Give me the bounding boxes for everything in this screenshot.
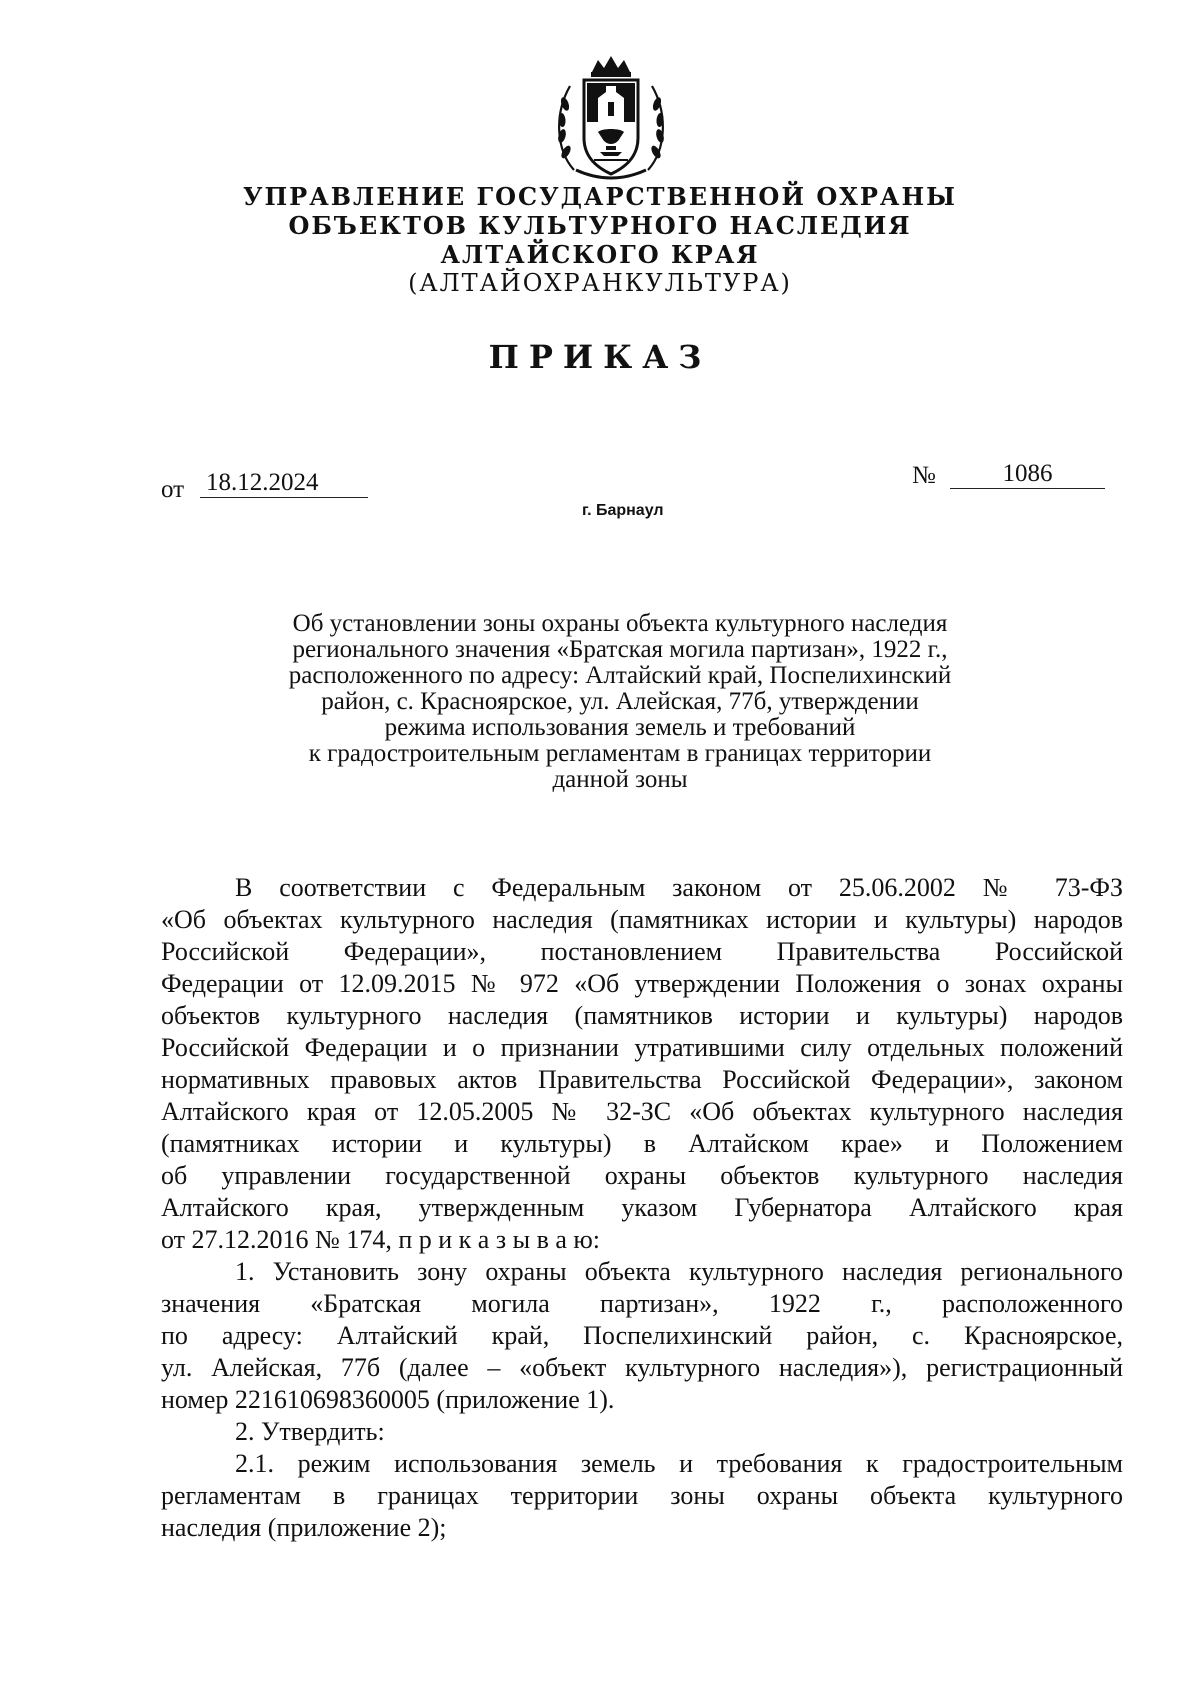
header-line-1: УПРАВЛЕНИЕ ГОСУДАРСТВЕННОЙ ОХРАНЫ: [243, 182, 957, 211]
body-line: Алтайского края от 12.05.2005 № 32-ЗС «Об объектах культурного наследия: [161, 1097, 1123, 1126]
body-line: регламентам в границах территории зоны охраны объекта культурного: [161, 1481, 1123, 1510]
body-line: нормативных правовых актов Правительства Российской Федерации», законом: [161, 1065, 1123, 1094]
subject-line: режима использования земель и требований: [384, 714, 856, 741]
order-date: 18.12.2024: [200, 469, 368, 498]
subject-line: данной зоны: [552, 766, 688, 793]
body-line: 2. Утвердить:: [235, 1417, 385, 1446]
body-line: Российской Федерации и о признании утратившими силу отдельных положений: [161, 1033, 1123, 1062]
body-line: по адресу: Алтайский край, Поспелихинский район, с. Красноярское,: [161, 1321, 1123, 1350]
number-label: №: [912, 462, 936, 489]
body-line: (памятниках истории и культуры) в Алтайском крае» и Положением: [161, 1129, 1123, 1158]
date-label: от: [161, 476, 185, 503]
body-line: «Об объектах культурного наследия (памятниках истории и культуры) народов: [161, 905, 1123, 934]
body-line: номер 221610698360005 (приложение 1).: [161, 1385, 615, 1414]
body-line: объектов культурного наследия (памятников истории и культуры) народов: [161, 1001, 1123, 1030]
coat-of-arms-emblem: [554, 52, 668, 186]
body-line: В соответствии с Федеральным законом от 25.06.2002 № 73-ФЗ: [235, 873, 1123, 902]
order-number: 1086: [950, 460, 1105, 489]
body-line: от 27.12.2016 № 174, п р и к а з ы в а ю:: [161, 1225, 601, 1254]
order-body: [161, 872, 1123, 1544]
city-name: г. Барнаул: [582, 502, 664, 519]
subject-line: расположенного по адресу: Алтайский край, Поспелихинский: [288, 662, 952, 689]
body-line: ул. Алейская, 77б (далее – «объект культурного наследия»), регистрационный: [161, 1353, 1123, 1382]
header-abbreviation: (АЛТАЙОХРАНКУЛЬТУРА): [408, 269, 792, 297]
body-line: наследия (приложение 2);: [161, 1513, 447, 1542]
subject-line: район, с. Красноярское, ул. Алейская, 77б, утверждении: [321, 688, 919, 715]
order-subject: [240, 611, 1000, 793]
body-line: 2.1. режим использования земель и требования к градостроительным: [235, 1449, 1123, 1478]
organization-header: [200, 182, 1000, 298]
body-line: Федерации от 12.09.2015 № 972 «Об утверждении Положения о зонах охраны: [161, 969, 1123, 998]
header-line-2: ОБЪЕКТОВ КУЛЬТУРНОГО НАСЛЕДИЯ: [288, 211, 912, 240]
header-line-3: АЛТАЙСКОГО КРАЯ: [440, 240, 760, 269]
body-line: значения «Братская могила партизан», 1922 г., расположенного: [161, 1289, 1123, 1318]
body-line: Российской Федерации», постановлением Правительства Российской: [161, 937, 1123, 966]
body-line: Алтайского края, утвержденным указом Губернатора Алтайского края: [161, 1193, 1123, 1222]
body-line: об управлении государственной охраны объектов культурного наследия: [161, 1161, 1123, 1190]
subject-line: регионального значения «Братская могила партизан», 1922 г.,: [292, 636, 948, 663]
body-line: 1. Установить зону охраны объекта культурного наследия регионального: [235, 1257, 1123, 1286]
subject-line: к градостроительным регламентам в границах территории: [308, 740, 932, 767]
subject-line: Об установлении зоны охраны объекта культурного наследия: [292, 610, 948, 637]
document-type-title: ПРИКАЗ: [488, 338, 712, 376]
